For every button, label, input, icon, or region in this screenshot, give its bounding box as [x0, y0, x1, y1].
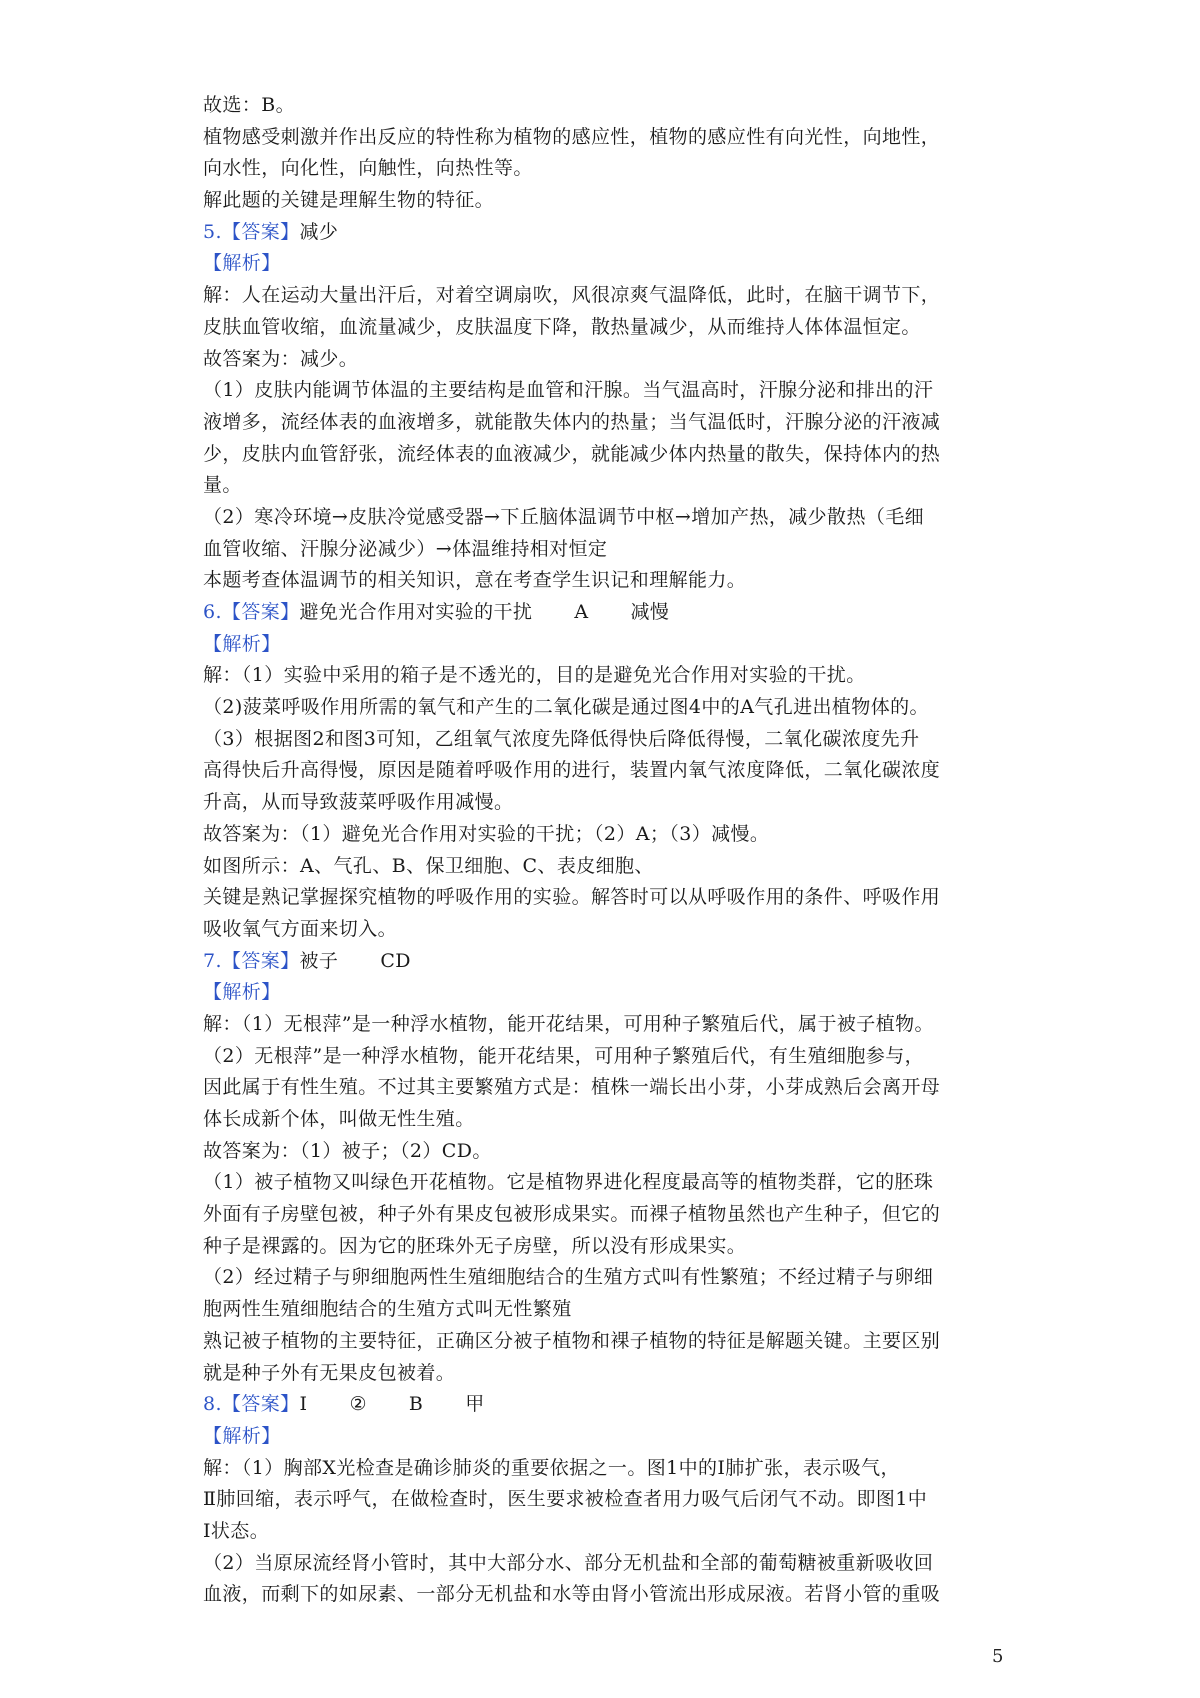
text-segment: 高得快后升高得慢，原因是随着呼吸作用的进行，装置内氧气浓度降低，二氧化碳浓度 — [203, 759, 941, 782]
text-segment: 血管收缩、汗腺分泌减少）→体温维持相对恒定 — [203, 537, 608, 560]
text-line — [203, 534, 1008, 566]
text-line — [203, 629, 1008, 661]
text-segment: 体长成新个体，叫做无性生殖。 — [203, 1108, 475, 1130]
text-line — [203, 122, 1008, 154]
text-line — [203, 1421, 1008, 1453]
text-segment: 故答案为：减少。 — [203, 347, 359, 370]
text-segment: 胞两性生殖细胞结合的生殖方式叫无性繁殖 — [203, 1298, 572, 1321]
text-line — [203, 248, 1008, 280]
text-line — [203, 153, 1008, 185]
text-line — [203, 1389, 1008, 1421]
text-segment: 外面有子房壁包被，种子外有果皮包被形成果实。而裸子植物虽然也产生种子，但它的 — [203, 1203, 941, 1226]
text-line — [203, 914, 1008, 946]
section-label: 7.【答案】 — [203, 949, 300, 972]
text-segment: 减少 — [299, 220, 339, 243]
text-line — [203, 1009, 1008, 1041]
text-segment: 故答案为：（1）被子；（2）CD。 — [203, 1139, 492, 1162]
section-label: 6.【答案】 — [203, 601, 300, 623]
text-segment: 植物感受刺激并作出反应的特性称为植物的感应性，植物的感应性有向光性，向地性， — [203, 125, 941, 148]
text-segment: （2）经过精子与卵细胞两性生殖细胞结合的生殖方式叫有性繁殖；不经过精子与卵细 — [203, 1266, 934, 1289]
text-segment: 避免光合作用对实验的干扰 — [299, 601, 533, 623]
text-line — [203, 1516, 1008, 1548]
text-line — [203, 344, 1008, 376]
text-segment: ② — [349, 1393, 367, 1416]
text-line — [203, 439, 1008, 471]
text-segment: 少，皮肤内血管舒张，流经体表的血液减少，就能减少体内热量的散失，保持体内的热 — [203, 442, 941, 465]
text-line — [203, 470, 1008, 502]
text-segment: 关键是熟记掌握探究植物的呼吸作用的实验。解答时可以从呼吸作用的条件、呼吸作用 — [203, 886, 941, 909]
section-label: 8.【答案】 — [203, 1393, 300, 1416]
text-line — [203, 1453, 1008, 1485]
text-segment: （2）无根萍”是一种浮水植物，能开花结果，可用种子繁殖后代，有生殖细胞参与， — [203, 1044, 925, 1067]
text-segment: 故答案为：（1）避免光合作用对实验的干扰；（2）A；（3）减慢。 — [203, 822, 770, 845]
text-line — [203, 1294, 1008, 1326]
text-segment: B — [408, 1393, 424, 1416]
text-segment: 量。 — [203, 474, 242, 497]
text-segment: 吸收氧气方面来切入。 — [203, 917, 398, 940]
text-line — [203, 312, 1008, 344]
text-segment: A — [574, 601, 589, 623]
text-segment: 皮肤血管收缩，血流量减少，皮肤温度下降，散热量减少，从而维持人体体温恒定。 — [203, 315, 921, 338]
text-segment: CD — [380, 949, 411, 972]
text-segment: 解：（1）实验中采用的箱子是不透光的，目的是避免光合作用对实验的干扰。 — [203, 664, 866, 687]
text-segment: （1）皮肤内能调节体温的主要结构是血管和汗腺。当气温高时，汗腺分泌和排出的汗 — [203, 379, 934, 402]
text-line — [203, 692, 1008, 724]
text-line — [203, 90, 1008, 122]
text-line — [203, 1136, 1008, 1168]
text-line — [203, 787, 1008, 819]
text-segment: Ⅱ肺回缩，表示呼气，在做检查时，医生要求被检查者用力吸气后闭气不动。即图1中 — [203, 1488, 928, 1511]
text-line — [203, 882, 1008, 914]
text-segment: （1）被子植物又叫绿色开花植物。它是植物界进化程度最高等的植物类群，它的胚珠 — [203, 1171, 934, 1194]
text-line — [203, 1484, 1008, 1516]
section-label: 【解析】 — [203, 252, 281, 275]
text-line — [203, 280, 1008, 312]
text-line — [203, 1041, 1008, 1073]
text-line — [203, 1358, 1008, 1390]
text-line — [203, 565, 1008, 597]
page-number: 5 — [992, 1646, 1004, 1667]
text-segment: 就是种子外有无果皮包被着。 — [203, 1361, 456, 1384]
text-segment: 液增多，流经体表的血液增多，就能散失体内的热量；当气温低时，汗腺分泌的汗液减 — [203, 410, 941, 433]
text-line — [203, 1262, 1008, 1294]
text-line — [203, 375, 1008, 407]
text-segment: 故选：B。 — [203, 94, 295, 116]
text-line — [203, 1104, 1008, 1136]
text-segment: 减慢 — [630, 601, 670, 623]
text-line — [203, 1548, 1008, 1580]
text-segment: （2）寒冷环境→皮肤冷觉感受器→下丘脑体温调节中枢→增加产热，减少散热（毛细 — [203, 505, 925, 528]
text-line — [203, 755, 1008, 787]
text-segment: 解此题的关键是理解生物的特征。 — [203, 189, 495, 212]
text-segment: （2)菠菜呼吸作用所需的氧气和产生的二氧化碳是通过图4中的A气孔进出植物体的。 — [203, 696, 929, 719]
text-segment: 熟记被子植物的主要特征，正确区分被子植物和裸子植物的特征是解题关键。主要区别 — [203, 1329, 941, 1352]
text-segment: 解：人在运动大量出汗后，对着空调扇吹，风很凉爽气温降低，此时，在脑干调节下， — [203, 284, 941, 307]
text-line — [203, 1167, 1008, 1199]
section-label: 【解析】 — [203, 1424, 281, 1447]
text-line — [203, 946, 1008, 978]
text-line — [203, 1326, 1008, 1358]
text-line — [203, 185, 1008, 217]
text-segment: 种子是裸露的。因为它的胚珠外无子房壁，所以没有形成果实。 — [203, 1234, 747, 1257]
document-body — [203, 90, 1008, 1611]
text-line — [203, 660, 1008, 692]
text-segment: 本题考查体温调节的相关知识，意在考查学生识记和理解能力。 — [203, 569, 747, 592]
text-segment: 被子 — [299, 949, 339, 972]
text-line — [203, 502, 1008, 534]
text-segment: （2）当原尿流经肾小管时，其中大部分水、部分无机盐和全部的葡萄糖被重新吸收回 — [203, 1551, 934, 1574]
text-line — [203, 851, 1008, 883]
text-line — [203, 1199, 1008, 1231]
text-segment: Ⅰ状态。 — [203, 1519, 270, 1542]
text-line — [203, 1072, 1008, 1104]
section-label: 【解析】 — [203, 632, 281, 655]
text-segment: 向水性，向化性，向触性，向热性等。 — [203, 157, 533, 180]
text-segment: 升高，从而导致菠菜呼吸作用减慢。 — [203, 791, 514, 814]
text-line — [203, 819, 1008, 851]
text-segment: 解：（1）无根萍”是一种浮水植物，能开花结果，可用种子繁殖后代，属于被子植物。 — [203, 1012, 934, 1035]
text-line — [203, 724, 1008, 756]
text-segment: I — [299, 1393, 308, 1416]
text-line — [203, 1579, 1008, 1611]
text-segment: （3）根据图2和图3可知，乙组氧气浓度先降低得快后降低得慢，二氧化碳浓度先升 — [203, 727, 920, 750]
text-line — [203, 1231, 1008, 1263]
text-segment: 解：（1）胸部X光检查是确诊肺炎的重要依据之一。图1中的Ⅰ肺扩张，表示吸气， — [203, 1456, 900, 1479]
text-line — [203, 597, 1008, 629]
text-line — [203, 217, 1008, 249]
text-segment: 血液，而剩下的如尿素、一部分无机盐和水等由肾小管流出形成尿液。若肾小管的重吸 — [203, 1583, 941, 1606]
text-line — [203, 407, 1008, 439]
text-segment: 甲 — [465, 1393, 485, 1416]
section-label: 5.【答案】 — [203, 220, 300, 243]
text-segment: 因此属于有性生殖。不过其主要繁殖方式是：植株一端长出小芽，小芽成熟后会离开母 — [203, 1076, 941, 1099]
text-segment: 如图所示：A、气孔、B、保卫细胞、C、表皮细胞、 — [203, 854, 654, 877]
section-label: 【解析】 — [203, 981, 281, 1004]
text-line — [203, 977, 1008, 1009]
